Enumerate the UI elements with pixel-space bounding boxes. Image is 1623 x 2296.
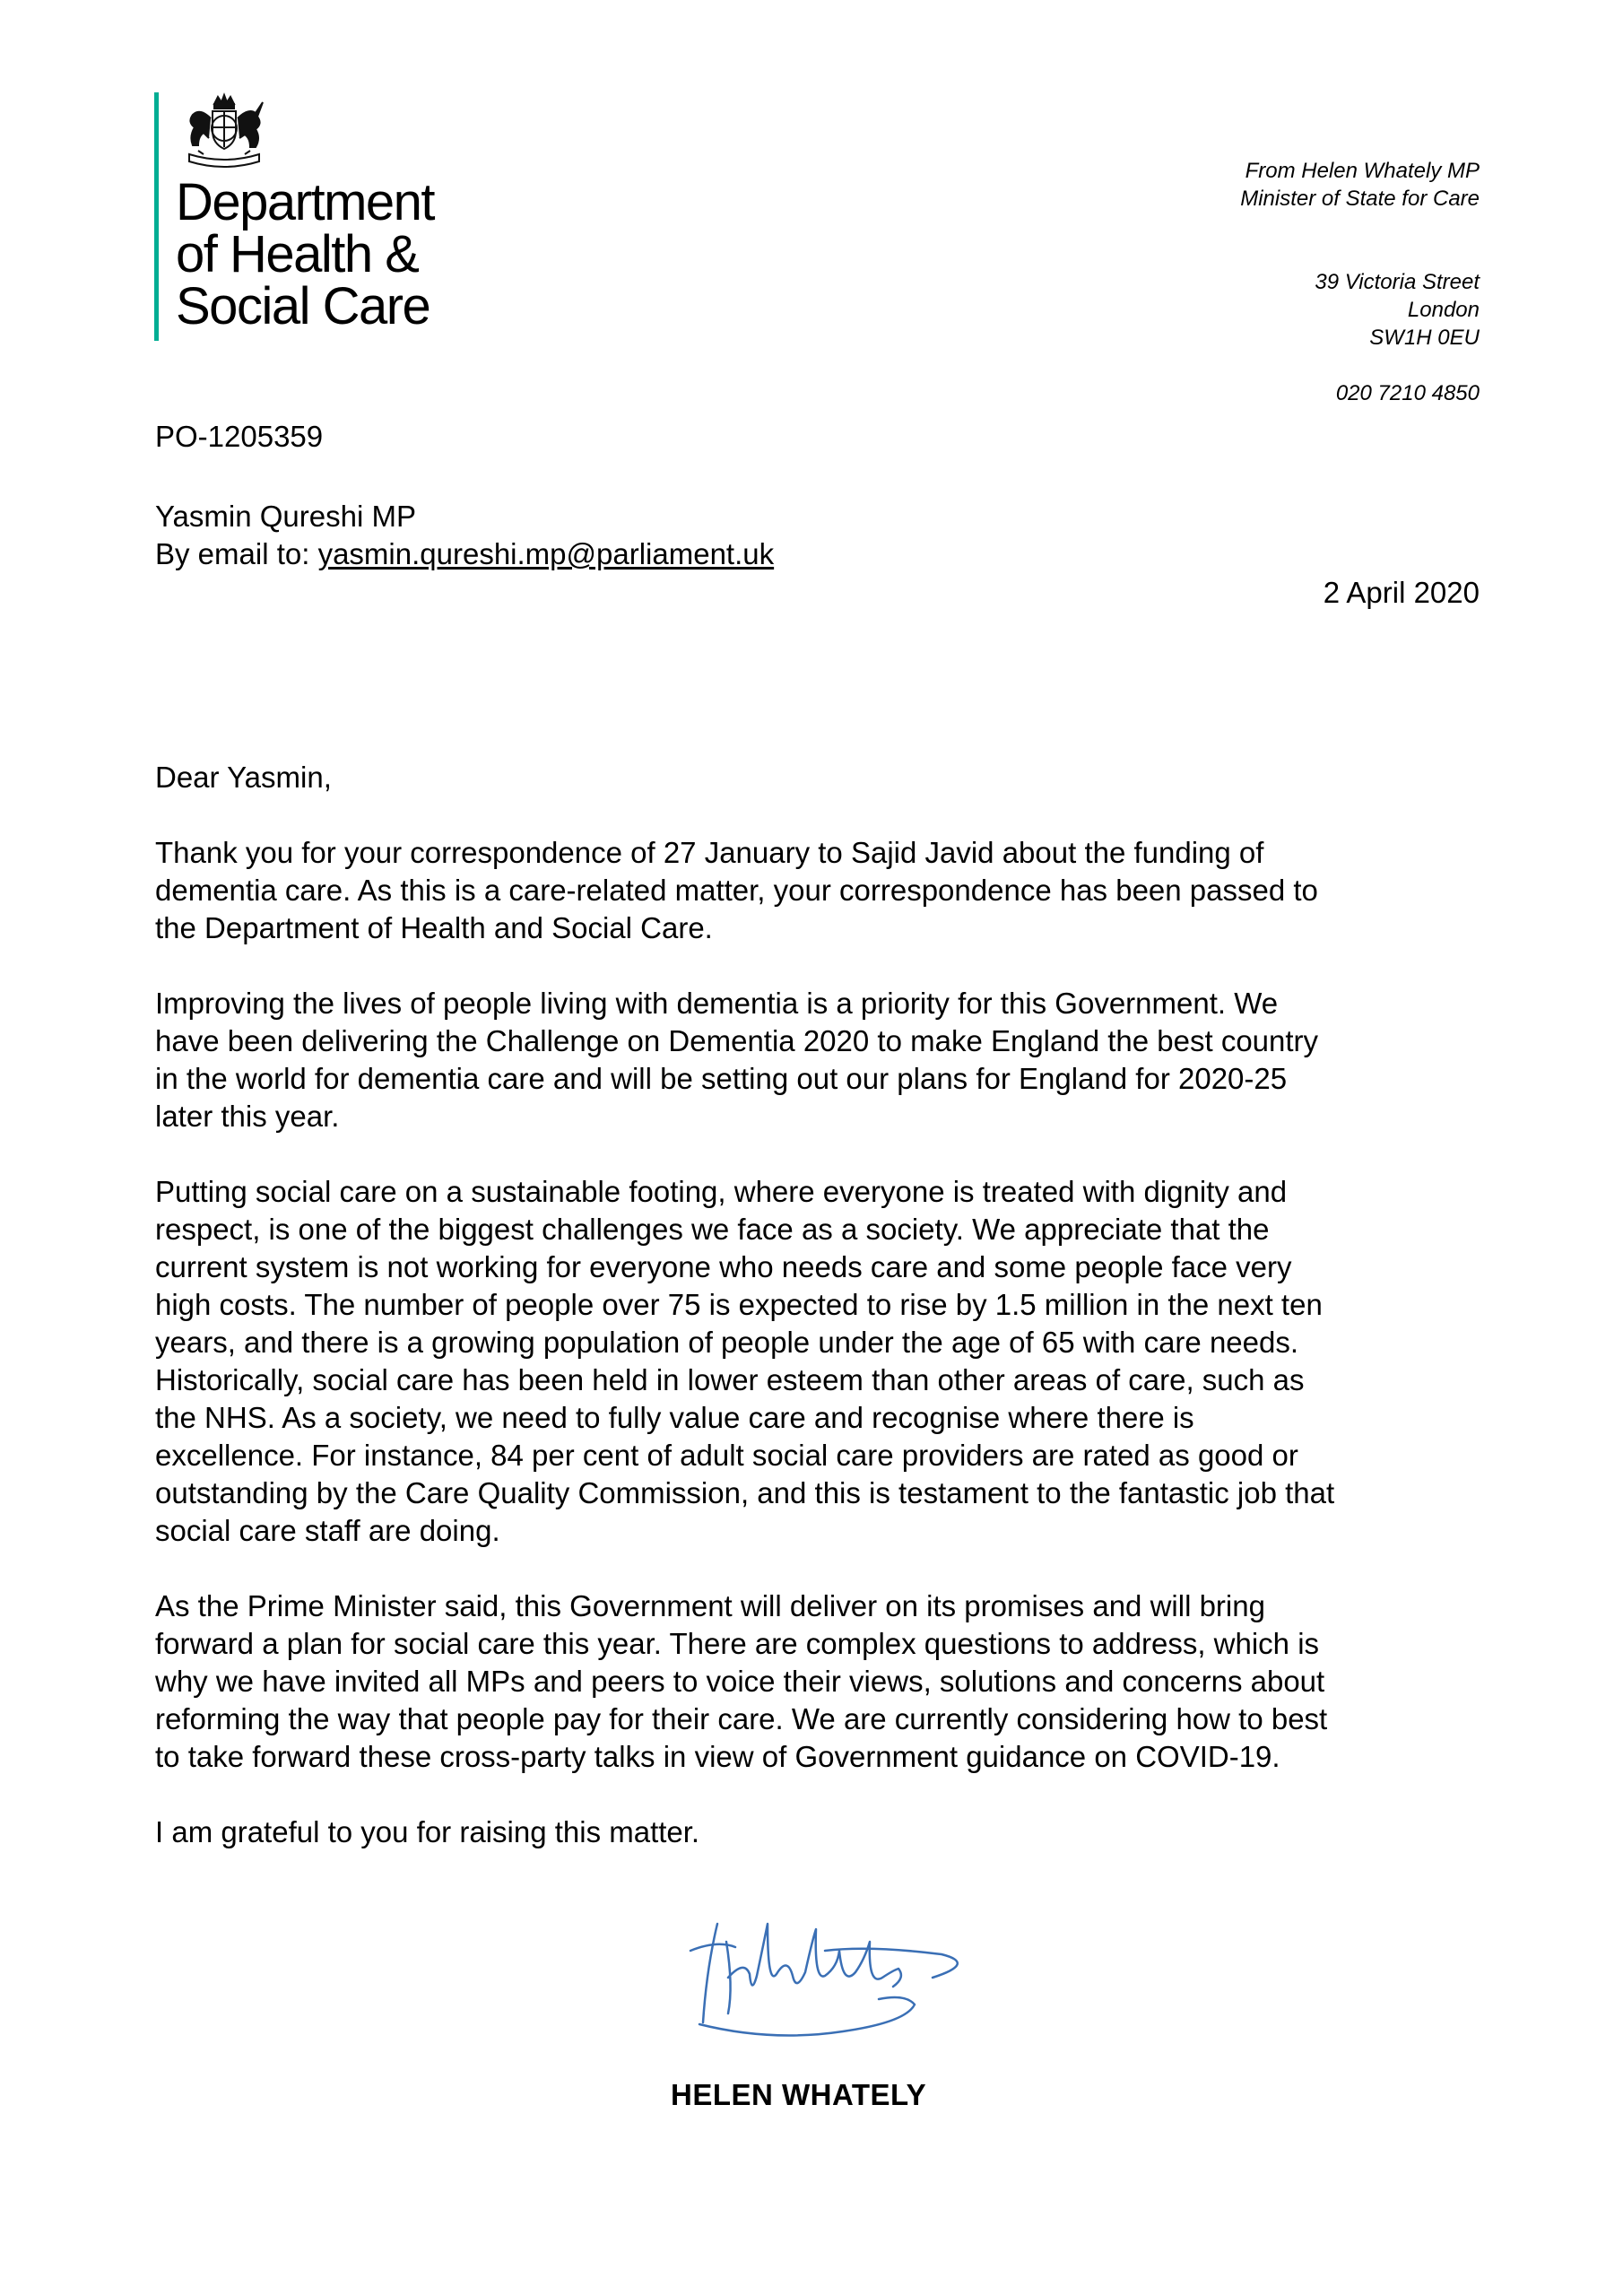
department-name — [176, 173, 435, 335]
addressee-block — [155, 498, 774, 573]
addressee-name: Yasmin Qureshi MP — [155, 500, 416, 533]
paragraph-line: Improving the lives of people living with dementia is a priority for this Government. We — [155, 987, 1279, 1020]
paragraph — [155, 1587, 1480, 1776]
sender-from: From Helen Whately MP — [1245, 159, 1480, 183]
paragraph — [155, 834, 1480, 947]
paragraph-line: reforming the way that people pay for their care. We are currently considering how to best — [155, 1702, 1328, 1735]
signatory-name: HELEN WHATELY — [671, 2078, 927, 2111]
paragraph-line: respect, is one of the biggest challenges we face as a society. We appreciate that the — [155, 1213, 1270, 1246]
paragraph-line: to take forward these cross-party talks in view of Government guidance on COVID-19. — [155, 1740, 1280, 1773]
sender-block — [1240, 157, 1480, 407]
department-name-line: of Health & — [176, 225, 419, 283]
paragraph-line: excellence. For instance, 84 per cent of adult social care providers are rated as good or — [155, 1439, 1298, 1472]
paragraph-line: years, and there is a growing population of people under the age of 65 with care needs. — [155, 1326, 1299, 1359]
paragraph-line: later this year. — [155, 1100, 340, 1133]
paragraph-line: forward a plan for social care this year. There are complex questions to address, which is — [155, 1627, 1320, 1660]
email-prefix: By email to: — [155, 537, 318, 570]
paragraph-line: have been delivering the Challenge on Dementia 2020 to make England the best country — [155, 1024, 1319, 1057]
paragraph-line: Putting social care on a sustainable footing, where everyone is treated with dignity and — [155, 1175, 1288, 1208]
paragraph-line: the Department of Health and Social Care. — [155, 911, 713, 944]
paragraph — [155, 1173, 1480, 1550]
sender-address-line: 39 Victoria Street — [1315, 270, 1480, 294]
paragraph — [155, 1813, 1480, 1851]
paragraph-line: in the world for dementia care and will be setting out our plans for England for 2020-25 — [155, 1062, 1288, 1095]
sender-address-line: London — [1407, 298, 1480, 322]
addressee-email-line — [155, 535, 774, 573]
letter-date: 2 April 2020 — [1323, 576, 1480, 609]
paragraph-line: As the Prime Minister said, this Government will deliver on its promises and will bring — [155, 1589, 1265, 1622]
paragraph-line: Historically, social care has been held in lower esteem than other areas of care, such as — [155, 1363, 1305, 1396]
letter-body — [155, 759, 1480, 1889]
paragraph-line: current system is not working for everyone who needs care and some people face very — [155, 1250, 1292, 1283]
paragraph-line: Thank you for your correspondence of 27 January to Sajid Javid about the funding of — [155, 836, 1264, 869]
sender-address-line: SW1H 0EU — [1369, 326, 1480, 350]
department-name-line: Social Care — [176, 277, 430, 335]
sender-role: Minister of State for Care — [1240, 187, 1480, 211]
reference-number: PO-1205359 — [155, 420, 324, 453]
paragraph-line: why we have invited all MPs and peers to voice their views, solutions and concerns about — [155, 1665, 1325, 1698]
paragraph — [155, 985, 1480, 1135]
handwritten-signature — [664, 1888, 977, 2049]
paragraph-line: social care staff are doing. — [155, 1514, 500, 1547]
email-link[interactable]: yasmin.qureshi.mp@parliament.uk — [317, 537, 775, 570]
department-name-line: Department — [176, 173, 435, 231]
paragraph-line: outstanding by the Care Quality Commission, and this is testament to the fantastic job that — [155, 1476, 1335, 1509]
paragraph-line: dementia care. As this is a care-related matter, your correspondence has been passed to — [155, 874, 1318, 907]
logo-accent-rule — [154, 92, 159, 341]
sender-phone: 020 7210 4850 — [1335, 381, 1480, 405]
paragraph-line: I am grateful to you for raising this matter. — [155, 1815, 700, 1848]
royal-coat-of-arms-icon — [177, 91, 272, 169]
paragraph-line: high costs. The number of people over 75 is expected to rise by 1.5 million in the next ten — [155, 1288, 1323, 1321]
paragraph-line: the NHS. As a society, we need to fully value care and recognise where there is — [155, 1401, 1194, 1434]
salutation: Dear Yasmin, — [155, 761, 332, 794]
